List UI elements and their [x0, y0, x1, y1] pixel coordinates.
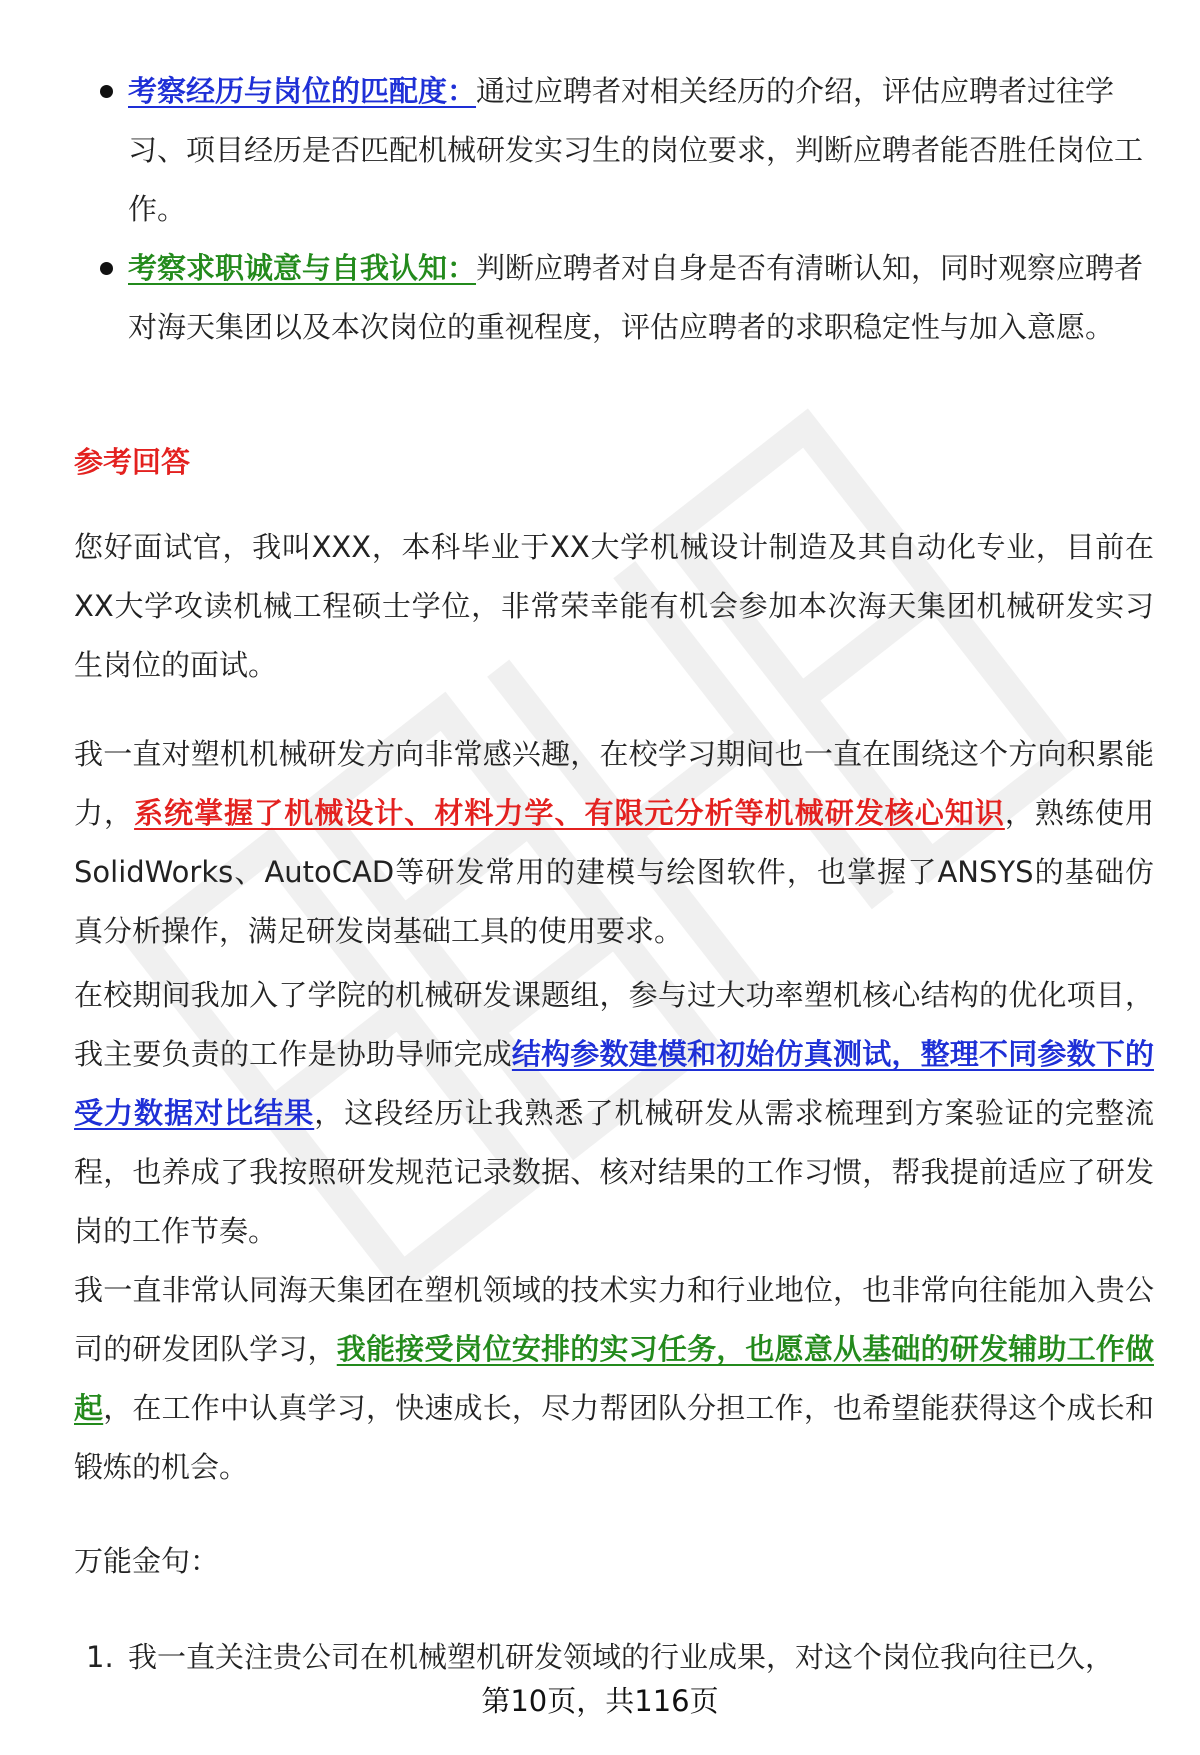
bullet-dot-icon [100, 262, 113, 275]
answer-paragraph-motivation [74, 1261, 1154, 1497]
page-footer: 第10页，共116页 [481, 1684, 719, 1718]
answer-paragraph-skills [74, 725, 1154, 961]
section-title: 参考回答 [74, 445, 191, 479]
answer-text: 我一直对塑机机械研发方向非常感兴趣，在校学习期间也一直在围绕这个方向积累能力， [74, 737, 1154, 830]
phrases-list [86, 1628, 1146, 1687]
answer-highlight-red: 系统掌握了机械设计、材料力学、有限元分析等机械研发核心知识 [134, 796, 1005, 830]
answer-text: ，熟练使用SolidWorks、AutoCAD等研发常用的建模与绘图软件，也掌握了ANSYS的基础仿真分析操作，满足研发岗基础工具的使用要求。 [74, 796, 1154, 948]
answer-paragraph-project [74, 966, 1154, 1261]
bullet-item-sincerity [128, 239, 1148, 357]
bullet-item-experience-match [128, 62, 1148, 239]
bullet-highlight: 考察经历与岗位的匹配度： [128, 74, 477, 108]
answer-text: 我一直非常认同海天集团在塑机领域的技术实力和行业地位，也非常向往能加入贵公司的研发团队学习， [74, 1273, 1154, 1366]
answer-text: ，在工作中认真学习，快速成长，尽力帮团队分担工作，也希望能获得这个成长和锻炼的机会。 [74, 1391, 1154, 1484]
bullet-text: 通过应聘者对相关经历的介绍，评估应聘者过往学习、项目经历是否匹配机械研发实习生的岗位要求，判断应聘者能否胜任岗位工作。 [128, 74, 1144, 226]
bullet-dot-icon [100, 85, 113, 98]
phrase-text: 我一直关注贵公司在机械塑机研发领域的行业成果，对这个岗位我向往已久， [128, 1640, 1115, 1674]
bullet-text: 判断应聘者对自身是否有清晰认知，同时观察应聘者对海天集团以及本次岗位的重视程度，评估应聘者的求职稳定性与加入意愿。 [128, 251, 1144, 344]
answer-text: ，这段经历让我熟悉了机械研发从需求梳理到方案验证的完整流程，也养成了我按照研发规范记录数据、核对结果的工作习惯，帮我提前适应了研发岗的工作节奏。 [74, 1096, 1154, 1248]
answer-highlight-green: 我能接受岗位安排的实习任务，也愿意从基础的研发辅助工作做起 [74, 1332, 1154, 1425]
answer-highlight-blue: 结构参数建模和初始仿真测试，整理不同参数下的受力数据对比结果 [74, 1037, 1154, 1130]
phrase-item [86, 1628, 1146, 1687]
evaluation-bullet-list [128, 62, 1148, 357]
phrases-label: 万能金句： [74, 1544, 220, 1578]
answer-text: 在校期间我加入了学院的机械研发课题组，参与过大功率塑机核心结构的优化项目，我主要负责的工作是协助导师完成 [74, 978, 1154, 1071]
answer-text: 您好面试官，我叫XXX，本科毕业于XX大学机械设计制造及其自动化专业，目前在XX大学攻读机械工程硕士学位，非常荣幸能有机会参加本次海天集团机械研发实习生岗位的面试。 [74, 530, 1154, 682]
phrase-number: 1. [86, 1640, 114, 1674]
answer-paragraph-intro [74, 518, 1154, 695]
bullet-highlight: 考察求职诚意与自我认知： [128, 251, 477, 285]
